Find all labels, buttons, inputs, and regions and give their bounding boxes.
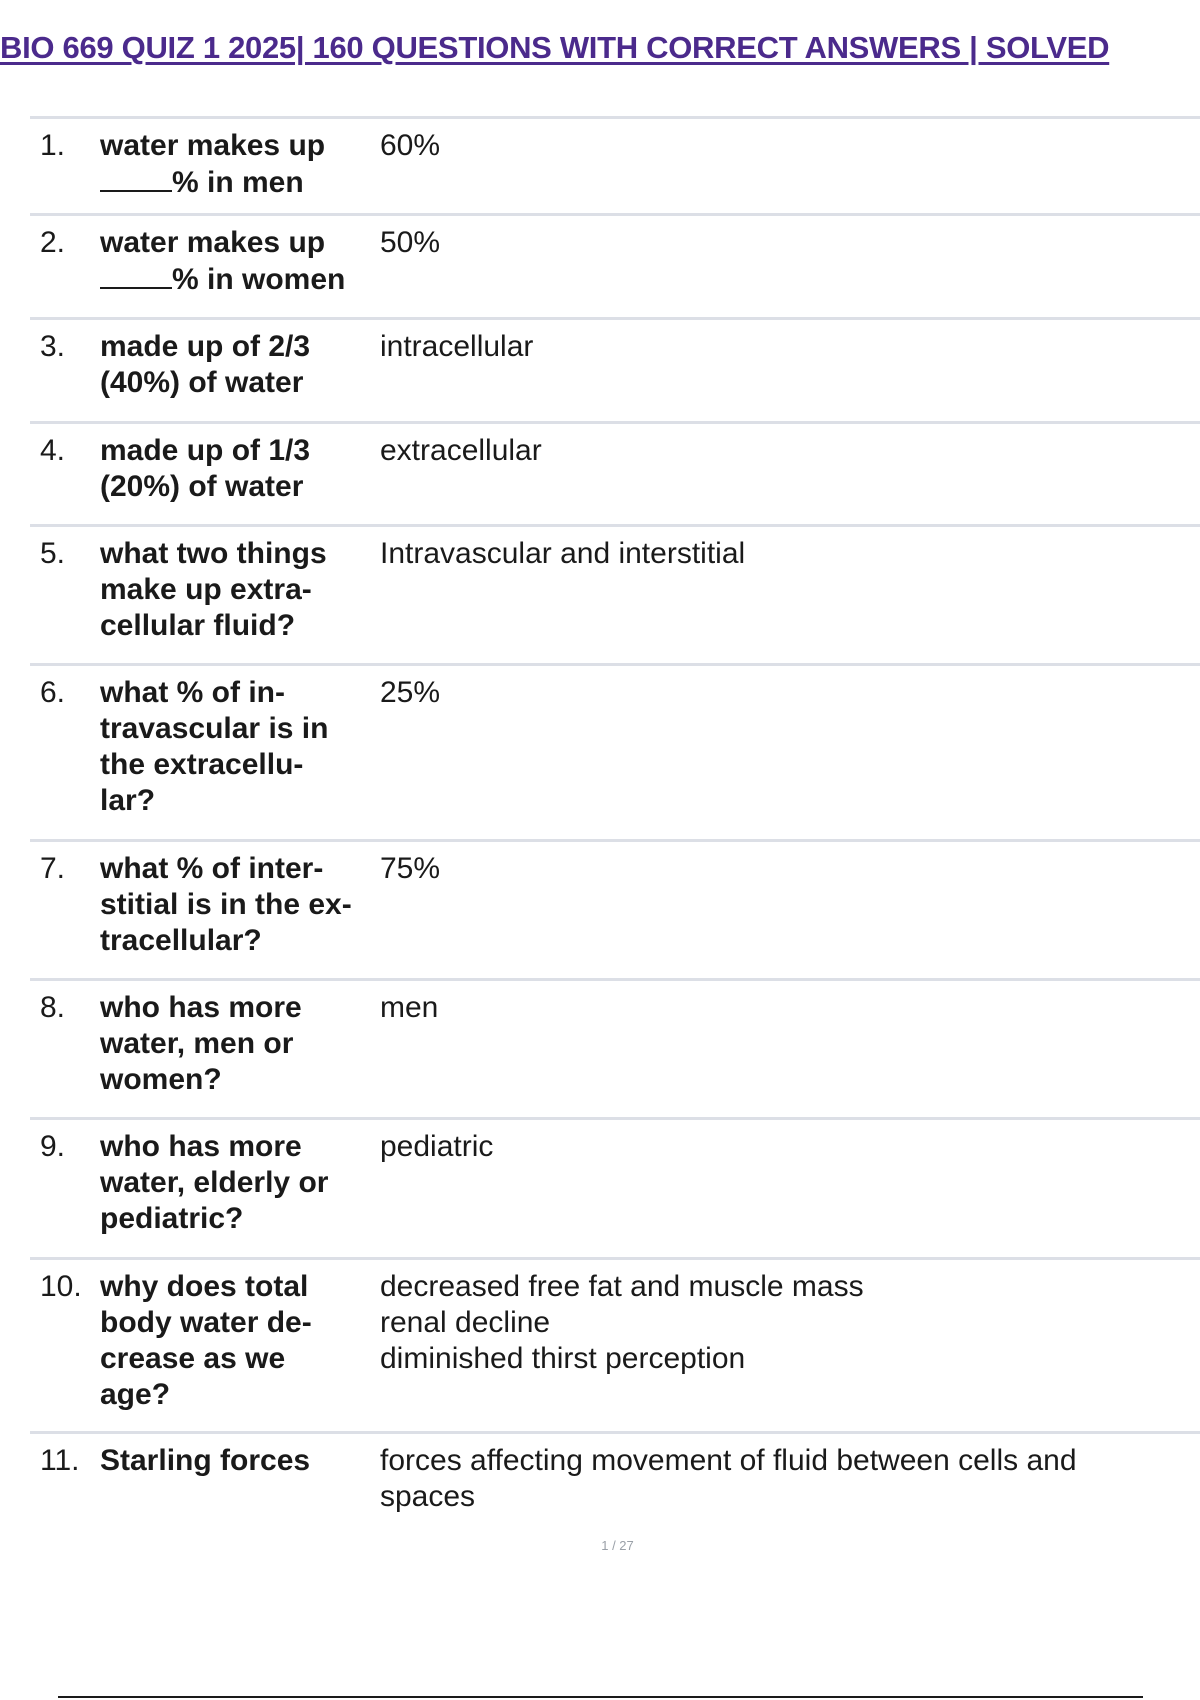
answer-line: 25% bbox=[380, 676, 441, 709]
question-number: 1. bbox=[40, 129, 66, 162]
question-number: 7. bbox=[40, 852, 66, 885]
question-line: the extracellu- bbox=[100, 748, 304, 781]
qa-row bbox=[30, 527, 1200, 666]
qa-row bbox=[30, 842, 1200, 981]
qa-row bbox=[30, 981, 1200, 1120]
answer-line: decreased free fat and muscle mass bbox=[380, 1270, 864, 1303]
answer-text bbox=[370, 842, 1200, 978]
fill-in-blank bbox=[100, 261, 172, 289]
answer-line: diminished thirst perception bbox=[380, 1342, 746, 1375]
question-line: who has more bbox=[100, 991, 302, 1024]
question-text bbox=[100, 981, 370, 1117]
qa-row bbox=[30, 666, 1200, 842]
question-line: age? bbox=[100, 1378, 171, 1411]
answer-text bbox=[370, 1434, 1200, 1538]
question-number: 4. bbox=[40, 434, 66, 467]
qa-row bbox=[30, 1120, 1200, 1260]
question-number: 6. bbox=[40, 676, 66, 709]
question-text bbox=[100, 119, 370, 213]
qa-row bbox=[30, 1260, 1200, 1434]
question-line: lar? bbox=[100, 784, 156, 817]
question-line: women? bbox=[100, 1063, 222, 1096]
question-number: 2. bbox=[40, 226, 66, 259]
question-number: 9. bbox=[40, 1130, 66, 1163]
qa-row bbox=[30, 1434, 1200, 1538]
question-line: water, men or bbox=[100, 1027, 294, 1060]
question-line: made up of 1/3 bbox=[100, 434, 311, 467]
question-line: travascular is in bbox=[100, 712, 329, 745]
answer-text bbox=[370, 1120, 1200, 1257]
answer-text bbox=[370, 216, 1200, 317]
qa-row bbox=[30, 320, 1200, 424]
question-line: cellular fluid? bbox=[100, 609, 296, 642]
question-line: what two things bbox=[100, 537, 327, 570]
question-line-with-blank bbox=[100, 261, 370, 298]
question-line: body water de- bbox=[100, 1306, 312, 1339]
question-line: who has more bbox=[100, 1130, 302, 1163]
question-line: water makes up bbox=[100, 226, 326, 259]
answer-line: renal decline bbox=[380, 1306, 551, 1339]
question-line: (20%) of water bbox=[100, 470, 304, 503]
question-line: what % of inter- bbox=[100, 852, 324, 885]
qa-row bbox=[30, 424, 1200, 527]
answer-line: 50% bbox=[380, 226, 441, 259]
question-text bbox=[100, 1260, 370, 1431]
page-indicator: 1 / 27 bbox=[601, 1538, 634, 1553]
answer-text bbox=[370, 424, 1200, 524]
answer-line: intracellular bbox=[380, 330, 534, 363]
answer-line: pediatric bbox=[380, 1130, 494, 1163]
question-text bbox=[100, 666, 370, 839]
question-line: make up extra- bbox=[100, 573, 312, 606]
answer-line: 75% bbox=[380, 852, 441, 885]
question-text bbox=[100, 1120, 370, 1257]
question-line: water, elderly or bbox=[100, 1166, 329, 1199]
question-text bbox=[100, 424, 370, 524]
question-line: pediatric? bbox=[100, 1202, 244, 1235]
answer-line: extracellular bbox=[380, 434, 542, 467]
qa-row bbox=[30, 216, 1200, 320]
qa-row bbox=[30, 119, 1200, 216]
answer-line: 60% bbox=[380, 129, 441, 162]
answer-text bbox=[370, 527, 1200, 663]
question-text bbox=[100, 216, 370, 317]
question-line: made up of 2/3 bbox=[100, 330, 311, 363]
question-text bbox=[100, 1434, 370, 1538]
answer-text bbox=[370, 666, 1200, 839]
question-line: what % of in- bbox=[100, 676, 285, 709]
question-line: Starling forces bbox=[100, 1444, 311, 1477]
answer-line: Intravascular and interstitial bbox=[380, 537, 746, 570]
question-number: 5. bbox=[40, 537, 66, 570]
question-number: 11. bbox=[40, 1444, 80, 1477]
answer-line: spaces bbox=[380, 1480, 476, 1513]
question-line: % in men bbox=[172, 166, 304, 199]
question-line: tracellular? bbox=[100, 924, 262, 957]
question-text bbox=[100, 842, 370, 978]
answer-text bbox=[370, 320, 1200, 421]
answer-line: forces affecting movement of fluid between cells and bbox=[380, 1444, 1077, 1477]
question-line-with-blank bbox=[100, 164, 370, 201]
question-number: 3. bbox=[40, 330, 66, 363]
question-line: why does total bbox=[100, 1270, 309, 1303]
question-line: (40%) of water bbox=[100, 366, 304, 399]
answer-text bbox=[370, 119, 1200, 213]
question-line: crease as we bbox=[100, 1342, 286, 1375]
answer-text bbox=[370, 981, 1200, 1117]
question-number: 8. bbox=[40, 991, 66, 1024]
answer-text bbox=[370, 1260, 1200, 1431]
answer-line: men bbox=[380, 991, 439, 1024]
question-number: 10. bbox=[40, 1270, 82, 1303]
qa-table bbox=[30, 116, 1200, 1538]
fill-in-blank bbox=[100, 164, 172, 192]
question-line: stitial is in the ex- bbox=[100, 888, 352, 921]
question-line: water makes up bbox=[100, 129, 326, 162]
footer-divider bbox=[58, 1696, 1143, 1698]
question-text bbox=[100, 320, 370, 421]
document-title: BIO 669 QUIZ 1 2025| 160 QUESTIONS WITH CORRECT ANSWERS | SOLVED bbox=[0, 30, 1110, 65]
question-text bbox=[100, 527, 370, 663]
question-line: % in women bbox=[172, 263, 346, 296]
